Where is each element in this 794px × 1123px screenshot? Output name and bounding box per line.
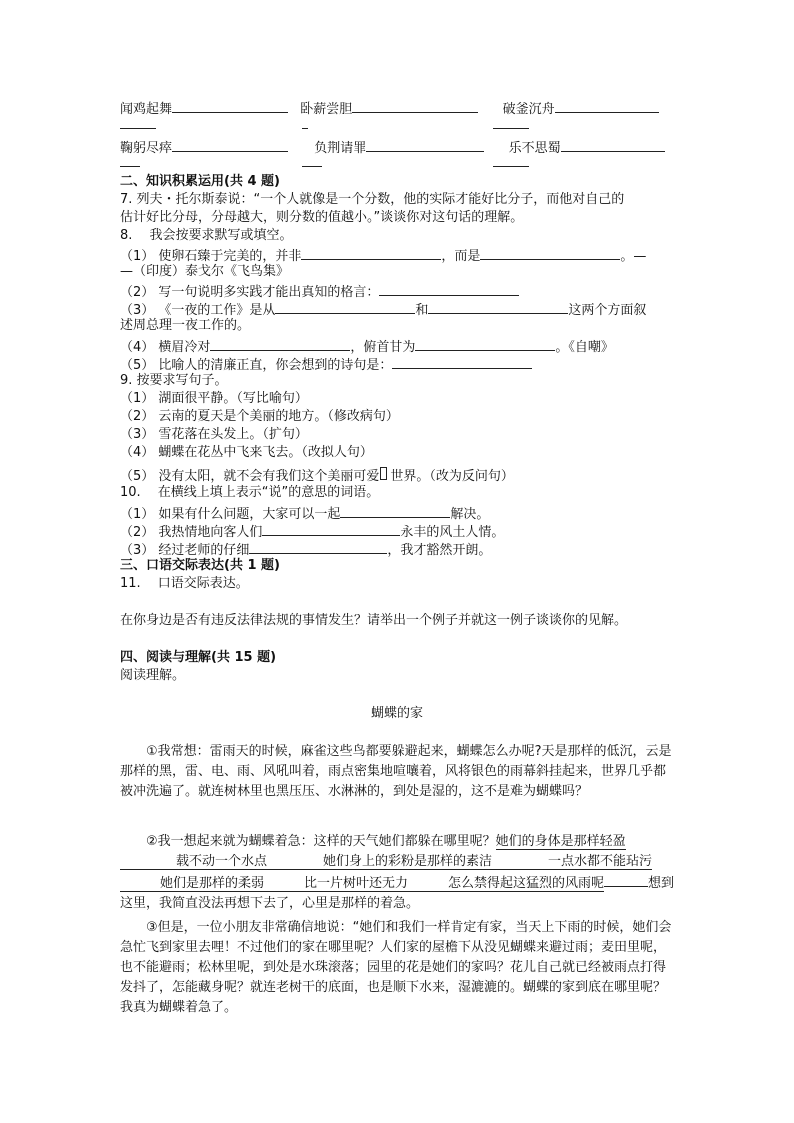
answer-blank[interactable]: [352, 99, 478, 113]
question-10-2: （2） 我热情地向客人们 永丰的风土人情。: [120, 522, 504, 541]
placeholder-box: [380, 467, 387, 480]
section-heading: 二、知识积累运用(共 4 题): [120, 174, 280, 189]
answer-blank[interactable]: [249, 540, 387, 554]
passage-paragraph-3: ③但是，一位小朋友非常确信地说：“她们和我们一样肯定有家，当天上下雨的时候，她们会急忙飞到家里去哩！不过他们的家在哪里呢？人们家的屋檐下从没见蝴蝶来避过雨；麦田里呢，也不能避雨；松林里呢，到处是水珠滚落；园里的花是她们的家吗？花儿自己就已经被雨点打得发抖了，怎能藏身呢？就连老树干的底面，也是顺下水来，湿漉漉的。蝴蝶的家到底在哪里呢？我真为蝴蝶着急了。: [120, 920, 672, 1015]
answer-blank[interactable]: [262, 522, 400, 536]
answer-blank[interactable]: [604, 872, 648, 887]
idiom-text: 卧薪尝胆: [300, 102, 353, 117]
question-8-4: （4） 横眉冷对 ，俯首甘为 。《自嘲》: [120, 337, 614, 356]
answer-blank[interactable]: [210, 337, 350, 351]
answer-blank[interactable]: [302, 128, 308, 129]
question-9-2: （2） 云南的夏天是个美丽的地方。（修改病句）: [120, 409, 399, 424]
question-7: 7. 列夫・托尔斯泰说：“一个人就像是一个分数，他的实际才能好比分子，而他对自己的: [120, 192, 625, 207]
underlined-sentence: 载不动一个水点: [120, 854, 267, 870]
answer-blank[interactable]: [172, 138, 288, 152]
answer-blank[interactable]: [172, 99, 288, 113]
underlined-sentence: 她们身上的彩粉是那样的素洁: [267, 854, 492, 870]
idiom-row-2: [120, 138, 665, 157]
idiom-text: 闻鸡起舞: [120, 102, 173, 117]
underlined-sentence: 一点水都不能玷污: [492, 854, 652, 870]
answer-blank[interactable]: [120, 166, 140, 167]
question-8: 8. 我会按要求默写或填空。: [120, 228, 293, 243]
question-9: 9. 按要求写句子。: [120, 373, 228, 388]
section-heading: 三、口语交际表达(共 1 题): [120, 558, 280, 573]
passage-paragraph-2: ②我一想起来就为蝴蝶着急：这样的天气她们都躲在哪里呢？她们的身体是那样轻盈载不动一个水点 她们身上的彩粉是那样的素洁 一点水都不能玷污她们是那样的柔弱 比一片树叶还无力 怎么禁得起这猛烈的风雨呢 想到这里，我简直没法再想下去了，心里是那样的着急。: [120, 834, 675, 911]
question-9-1: （1） 湖面很平静。（写比喻句）: [120, 391, 308, 406]
reading-intro: 阅读理解。: [120, 668, 186, 683]
idiom-text: 乐不思蜀: [508, 141, 561, 156]
answer-blank[interactable]: [302, 166, 322, 167]
question-8-1-source: —（印度）泰戈尔《飞鸟集》: [120, 264, 290, 279]
question-9-3: （3） 雪花落在头发上。（扩句）: [120, 427, 308, 442]
answer-blank[interactable]: [555, 99, 659, 113]
answer-blank[interactable]: [415, 337, 555, 351]
question-8-3-cont: 述周总理一夜工作的。: [120, 318, 251, 333]
question-11-prompt: 在你身边是否有违反法律法规的事情发生？请举出一个例子并就这一例子谈谈你的见解。: [120, 613, 628, 628]
passage-title: 蝴蝶的家: [370, 706, 423, 721]
question-10-3: （3） 经过老师的仔细 ，我才豁然开朗。: [120, 540, 491, 559]
question-11: 11. 口语交际表达。: [120, 576, 249, 591]
idiom-row-1: [120, 99, 659, 118]
question-10: 10. 在横线上填上表示“说”的意思的词语。: [120, 485, 380, 500]
question-7-cont: 估计好比分母，分母越大，则分数的值越小。”谈谈你对这句话的理解。: [120, 210, 524, 225]
section-heading: 四、阅读与理解(共 15 题): [120, 650, 277, 665]
answer-blank[interactable]: [301, 246, 441, 260]
question-8-1: （1） 使卵石臻于完美的，并非 ，而是 。—: [120, 246, 646, 265]
answer-blank[interactable]: [340, 504, 450, 518]
question-9-4: （4） 蝴蝶在花丛中飞来飞去。（改拟人句）: [120, 445, 373, 460]
underlined-sentence: 她们的身体是那样轻盈: [495, 834, 626, 849]
answer-blank[interactable]: [366, 138, 484, 152]
answer-blank[interactable]: [120, 128, 156, 129]
answer-blank[interactable]: [561, 138, 665, 152]
answer-blank[interactable]: [428, 300, 568, 314]
underlined-sentence: 她们是那样的柔弱: [120, 876, 264, 892]
underlined-sentence: 比一片树叶还无力: [264, 876, 408, 892]
question-9-5: （5） 没有太阳，就不会有我们这个美丽可爱 世界。（改为反问句）: [120, 469, 514, 484]
question-8-2: （2） 写一句说明多实践才能出真知的格言：: [120, 282, 519, 301]
underlined-sentence: 怎么禁得起这猛烈的风雨呢: [408, 876, 604, 892]
question-8-5: （5） 比喻人的清廉正直，你会想到的诗句是：: [120, 355, 532, 374]
answer-blank[interactable]: [493, 128, 529, 129]
answer-blank[interactable]: [379, 282, 519, 296]
passage-paragraph-1: ①我常想：雷雨天的时候，麻雀这些鸟都要躲避起来，蝴蝶怎么办呢?天是那样的低沉，云是那样的黑，雷、电、雨、风吼叫着，雨点密集地喧嚷着，风将银色的雨幕斜挂起来，世界几乎都被冲洗遍了。就连树林里也黑压压、水淋淋的，到处是湿的，这不是难为蝴蝶吗？: [120, 744, 672, 799]
idiom-text: 破釜沉舟: [502, 102, 555, 117]
question-10-1: （1） 如果有什么问题，大家可以一起 解决。: [120, 504, 489, 523]
idiom-text: 鞠躬尽瘁: [120, 141, 173, 156]
question-8-3: （3） 《一夜的工作》是从 和 这两个方面叙: [120, 300, 646, 319]
answer-blank[interactable]: [493, 166, 529, 167]
answer-blank[interactable]: [275, 300, 415, 314]
answer-blank[interactable]: [480, 246, 620, 260]
idiom-text: 负荆请罪: [314, 141, 367, 156]
answer-blank[interactable]: [392, 355, 532, 369]
